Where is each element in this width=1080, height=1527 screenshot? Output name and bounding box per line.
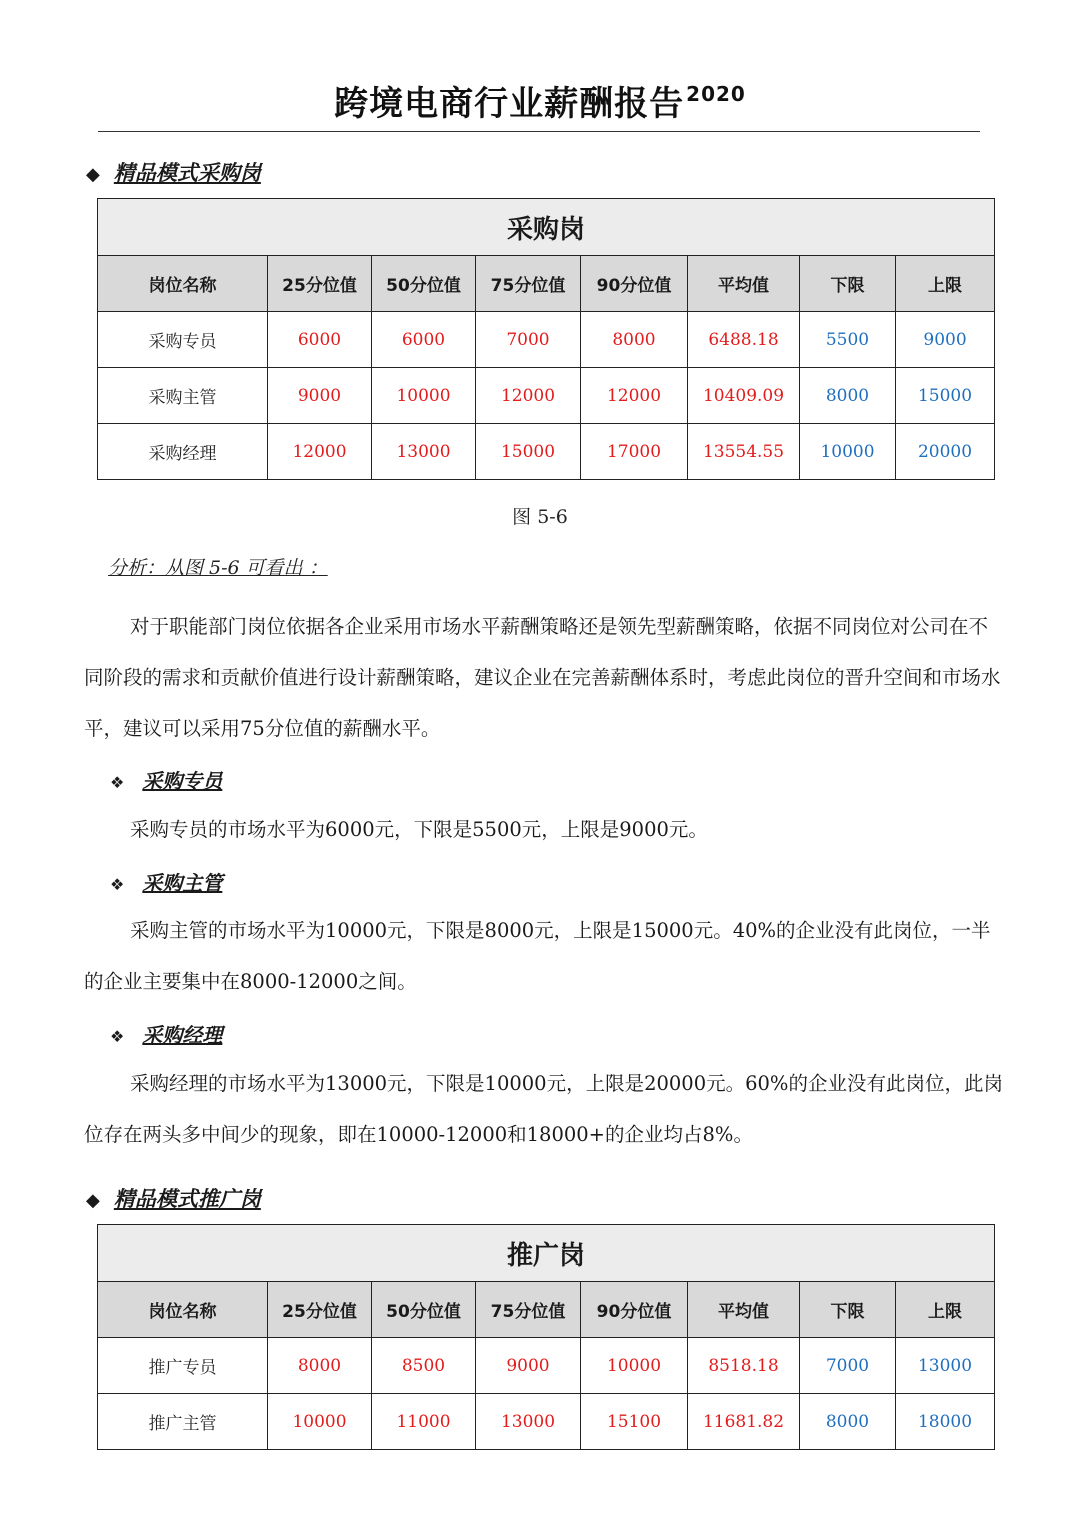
purchasing-salary-table <box>97 198 995 480</box>
title-text: 跨境电商行业薪酬报告 <box>334 84 685 124</box>
section-heading-purchasing <box>86 157 261 187</box>
p25-value: 10000 <box>268 1394 372 1450</box>
p50-value: 10000 <box>372 368 476 424</box>
subheading-purchasing-supervisor <box>110 867 222 896</box>
promotion-salary-table <box>97 1224 995 1450</box>
upper-limit-value: 9000 <box>896 312 995 368</box>
column-header: 90分位值 <box>581 1282 688 1338</box>
position-name: 采购专员 <box>98 312 268 368</box>
column-header: 上限 <box>896 1282 995 1338</box>
table-header-row <box>98 256 995 312</box>
subheading-text: 采购主管 <box>142 871 223 895</box>
subheading-purchasing-specialist <box>110 765 222 794</box>
table-row <box>98 368 995 424</box>
subheading-text: 采购经理 <box>142 1023 223 1047</box>
p90-value: 17000 <box>581 424 688 480</box>
diamond-bullet-icon: ◆ <box>86 164 100 185</box>
p90-value: 10000 <box>581 1338 688 1394</box>
upper-limit-value: 18000 <box>896 1394 995 1450</box>
table-row <box>98 312 995 368</box>
lower-limit-value: 10000 <box>800 424 896 480</box>
p90-value: 12000 <box>581 368 688 424</box>
position-name: 采购主管 <box>98 368 268 424</box>
intro-paragraph: 对于职能部门岗位依据各企业采用市场水平薪酬策略还是领先型薪酬策略，依据不同岗位对公司在不同阶段的需求和贡献价值进行设计薪酬策略，建议企业在完善薪酬体系时，考虑此岗位的晋升空间和市场水平，建议可以采用75分位值的薪酬水平。 <box>84 615 1001 740</box>
p50-value: 11000 <box>372 1394 476 1450</box>
column-header: 岗位名称 <box>98 1282 268 1338</box>
p25-value: 9000 <box>268 368 372 424</box>
average-value: 11681.82 <box>688 1394 800 1450</box>
column-header: 上限 <box>896 256 995 312</box>
average-value: 6488.18 <box>688 312 800 368</box>
column-header: 25分位值 <box>268 256 372 312</box>
p25-value: 6000 <box>268 312 372 368</box>
p25-value: 8000 <box>268 1338 372 1394</box>
average-value: 8518.18 <box>688 1338 800 1394</box>
subheading-purchasing-manager <box>110 1019 222 1048</box>
p25-value: 12000 <box>268 424 372 480</box>
section-heading-promotion <box>86 1183 261 1213</box>
average-value: 10409.09 <box>688 368 800 424</box>
diamond-star-icon: ❖ <box>110 875 125 894</box>
column-header: 25分位值 <box>268 1282 372 1338</box>
lower-limit-value: 8000 <box>800 368 896 424</box>
diamond-star-icon: ❖ <box>110 1027 125 1046</box>
section-label: 精品模式采购岗 <box>113 161 261 185</box>
title-year: 2020 <box>686 82 746 106</box>
p75-value: 9000 <box>476 1338 581 1394</box>
figure-caption: 图 5-6 <box>512 506 568 528</box>
body-paragraph: 采购专员的市场水平为6000元，下限是5500元，上限是9000元。 <box>130 818 708 841</box>
table-row <box>98 424 995 480</box>
page-title <box>0 76 1080 125</box>
average-value: 13554.55 <box>688 424 800 480</box>
table-caption: 采购岗 <box>98 199 995 256</box>
table-row <box>98 1338 995 1394</box>
p90-value: 8000 <box>581 312 688 368</box>
column-header: 75分位值 <box>476 1282 581 1338</box>
p75-value: 12000 <box>476 368 581 424</box>
column-header: 下限 <box>800 1282 896 1338</box>
column-header: 50分位值 <box>372 256 476 312</box>
p50-value: 8500 <box>372 1338 476 1394</box>
p50-value: 6000 <box>372 312 476 368</box>
p50-value: 13000 <box>372 424 476 480</box>
column-header: 平均值 <box>688 1282 800 1338</box>
column-header: 岗位名称 <box>98 256 268 312</box>
diamond-bullet-icon: ◆ <box>86 1190 100 1211</box>
column-header: 平均值 <box>688 256 800 312</box>
body-paragraph: 采购主管的市场水平为10000元，下限是8000元，上限是15000元。40%的企业没有此岗位，一半的企业主要集中在8000-12000之间。 <box>84 919 991 993</box>
title-divider <box>98 131 980 132</box>
body-paragraph: 采购经理的市场水平为13000元，下限是10000元，上限是20000元。60%的企业没有此岗位，此岗位存在两头多中间少的现象，即在10000-12000和18000+的企业均占8%。 <box>84 1072 1003 1146</box>
lower-limit-value: 5500 <box>800 312 896 368</box>
p75-value: 13000 <box>476 1394 581 1450</box>
subheading-text: 采购专员 <box>142 769 223 793</box>
upper-limit-value: 13000 <box>896 1338 995 1394</box>
p75-value: 15000 <box>476 424 581 480</box>
column-header: 下限 <box>800 256 896 312</box>
diamond-star-icon: ❖ <box>110 773 125 792</box>
upper-limit-value: 20000 <box>896 424 995 480</box>
position-name: 推广主管 <box>98 1394 268 1450</box>
position-name: 推广专员 <box>98 1338 268 1394</box>
table-row <box>98 1394 995 1450</box>
column-header: 50分位值 <box>372 1282 476 1338</box>
table-header-row <box>98 1282 995 1338</box>
lower-limit-value: 7000 <box>800 1338 896 1394</box>
position-name: 采购经理 <box>98 424 268 480</box>
table-caption: 推广岗 <box>98 1225 995 1282</box>
column-header: 75分位值 <box>476 256 581 312</box>
p90-value: 15100 <box>581 1394 688 1450</box>
section-label: 精品模式推广岗 <box>113 1187 261 1211</box>
column-header: 90分位值 <box>581 256 688 312</box>
p75-value: 7000 <box>476 312 581 368</box>
analysis-label: 分析：从图 5-6 可看出 ： <box>108 557 328 579</box>
lower-limit-value: 8000 <box>800 1394 896 1450</box>
upper-limit-value: 15000 <box>896 368 995 424</box>
